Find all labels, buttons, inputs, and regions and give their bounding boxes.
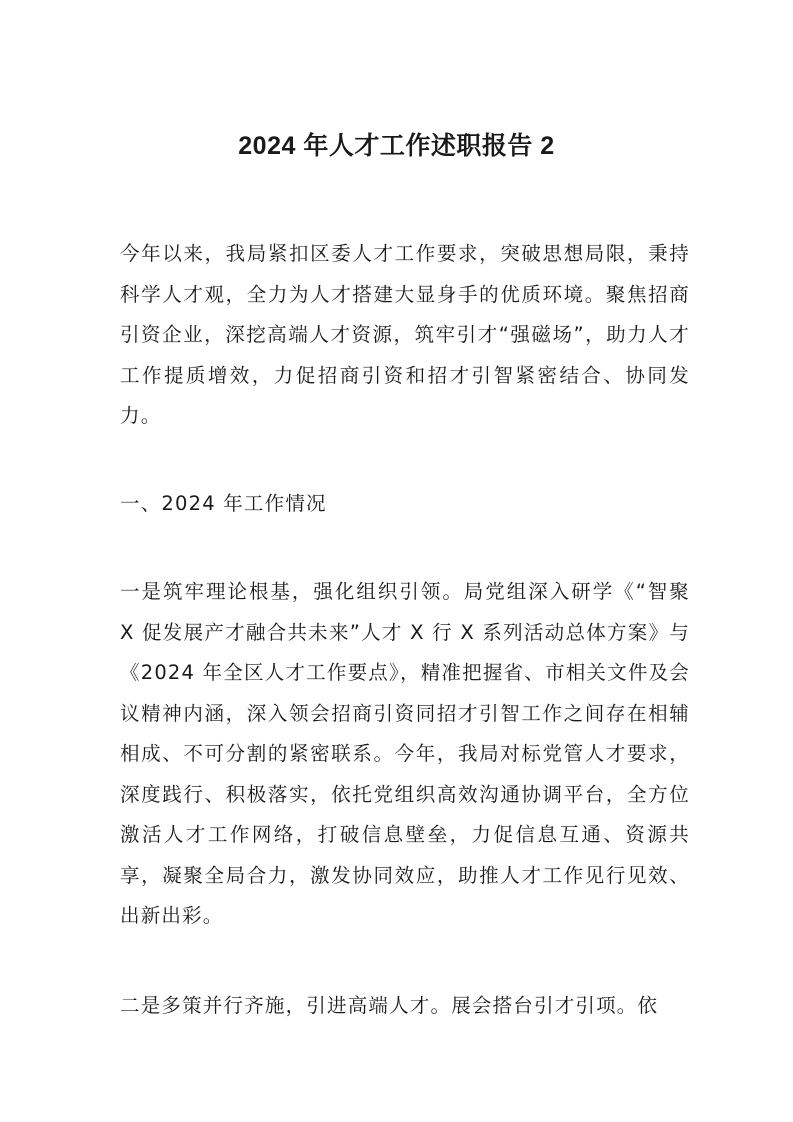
- section-heading: 一、2024 年工作情况: [120, 492, 327, 515]
- body-paragraph-2: 二是多策并行齐施，引进高端人才。展会搭台引才引项。依: [120, 994, 659, 1017]
- intro-paragraph: 今年以来，我局紧扣区委人才工作要求，突破思想局限，秉持科学人才观，全力为人才搭建大显身手的优质环境。聚焦招商引资企业，深挖高端人才资源，筑牢引才“强磁场”，助力人才工作提质增效，力促招商引资和招才引智紧密结合、协同发力。: [120, 242, 690, 427]
- body-paragraph-1: 一是筑牢理论根基，强化组织引领。局党组深入研学《“智聚 X 促发展产才融合共未来”人才 X 行 X 系列活动总体方案》与《2024 年全区人才工作要点》，精准把握省、市相关文件及会议精神内涵，深入领会招商引资同招才引智工作之间存在相辅相成、不可分割的紧密联系。今年，我局对标党管人才要求，深度践行、积极落实，依托党组织高效沟通协调平台，全方位激活人才工作网络，打破信息壁垒，力促信息互通、资源共享，凝聚全局合力，激发协同效应，助推人才工作见行见效、出新出彩。: [120, 580, 690, 927]
- document-title: 2024 年人才工作述职报告 2: [238, 132, 555, 160]
